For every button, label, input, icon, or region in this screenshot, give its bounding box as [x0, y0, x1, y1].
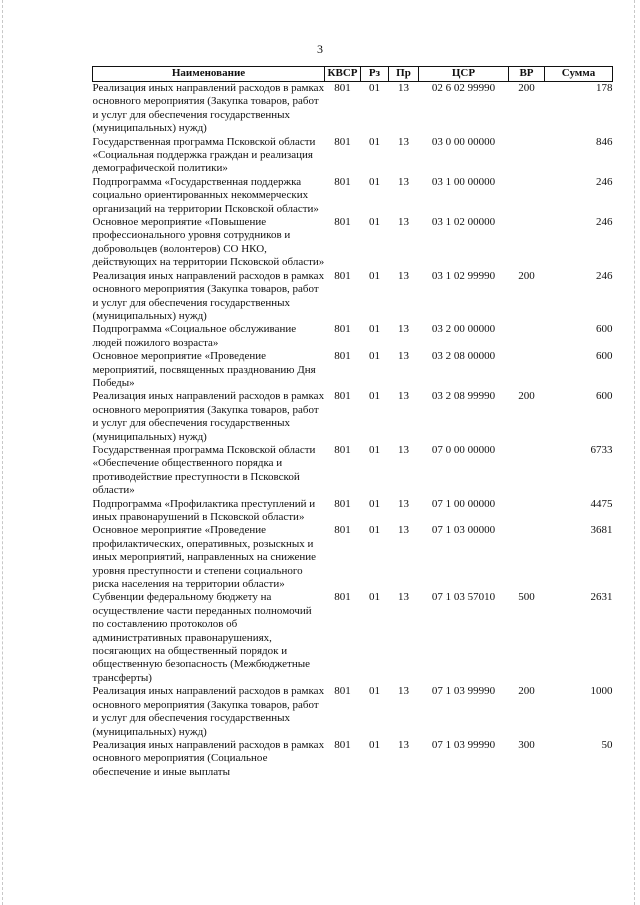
row-vr: 500: [518, 591, 535, 604]
row-sum: 6733: [590, 443, 613, 456]
row-vr: 200: [518, 390, 535, 403]
row-sum: 600: [596, 323, 613, 336]
row-kvsr: 801: [334, 216, 351, 229]
row-name: Государственная программа Псковской области «Социальная поддержка граждан и реализация демографической политики»: [92, 135, 316, 175]
row-sum: 246: [596, 269, 613, 282]
row-rz: 01: [369, 685, 380, 698]
row-kvsr: 801: [334, 443, 351, 456]
header-pr: Пр: [389, 67, 419, 82]
row-rz: 01: [369, 269, 380, 282]
table-row: [93, 350, 613, 390]
row-name: Подпрограмма «Профилактика преступлений и иных правонарушений в Псковской области»: [92, 497, 316, 523]
row-csr: 07 1 03 00000: [431, 524, 496, 537]
row-csr: 03 0 00 00000: [431, 135, 496, 148]
row-pr: 13: [398, 497, 409, 510]
row-rz: 01: [369, 443, 380, 456]
row-sum: 246: [596, 175, 613, 188]
row-vr: [509, 216, 545, 270]
row-name: Реализация иных направлений расходов в рамках основного мероприятия (Социальное обеспечение и иные выплаты: [92, 738, 325, 778]
row-vr: 200: [518, 82, 535, 94]
row-rz: 01: [369, 82, 380, 94]
row-csr: 02 6 02 99990: [431, 82, 496, 94]
row-kvsr: 801: [334, 738, 351, 751]
row-sum: 246: [596, 216, 613, 229]
row-kvsr: 801: [334, 497, 351, 510]
header-sum: Сумма: [545, 67, 613, 82]
row-sum: 178: [596, 82, 613, 94]
row-pr: 13: [398, 135, 409, 148]
row-rz: 01: [369, 350, 380, 363]
row-rz: 01: [369, 323, 380, 336]
row-rz: 01: [369, 175, 380, 188]
row-vr: 300: [518, 738, 535, 751]
row-kvsr: 801: [334, 350, 351, 363]
row-pr: 13: [398, 591, 409, 604]
page-number: 3: [317, 42, 323, 56]
table-row: [93, 498, 613, 525]
row-csr: 07 1 00 00000: [431, 497, 496, 510]
row-rz: 01: [369, 390, 380, 403]
row-vr: [509, 350, 545, 390]
row-pr: 13: [398, 323, 409, 336]
table-row: [93, 591, 613, 685]
header-kvsr: КВСР: [325, 67, 361, 82]
row-csr: 03 2 08 99990: [431, 390, 496, 403]
header-name: Наименование: [93, 67, 325, 82]
row-pr: 13: [398, 524, 409, 537]
row-pr: 13: [398, 443, 409, 456]
row-kvsr: 801: [334, 175, 351, 188]
row-rz: 01: [369, 135, 380, 148]
row-name: Субвенции федеральному бюджету на осуществление части переданных полномочий по составлению протоколов об административных правонарушениях, посягающих на общественный порядок и общественную безопасность (Межбюджетные трансферты): [92, 591, 312, 684]
row-name: Основное мероприятие «Повышение профессионального уровня сотрудников и добровольцев (волонтеров) СО НКО, действующих на территории Псковской области»: [92, 216, 325, 269]
row-name: Реализация иных направлений расходов в рамках основного мероприятия (Закупка товаров, работ и услуг для обеспечения государственных (муниципальных) нужд): [92, 685, 325, 738]
row-csr: 03 1 02 99990: [431, 269, 496, 282]
row-name: Подпрограмма «Государственная поддержка социально ориентированных некоммерческих организаций на территории Псковской области»: [92, 175, 319, 215]
row-pr: 13: [398, 269, 409, 282]
table-row: [93, 82, 613, 136]
row-name: Государственная программа Псковской области «Обеспечение общественного порядка и противодействие преступности в Псковской области»: [92, 443, 316, 497]
row-sum: 600: [596, 350, 613, 363]
row-kvsr: 801: [334, 591, 351, 604]
row-vr: [509, 323, 545, 350]
left-scan-edge: [2, 0, 4, 905]
table-header-row: [93, 67, 613, 82]
row-sum: 4475: [590, 497, 613, 510]
row-name: Подпрограмма «Социальное обслуживание людей пожилого возраста»: [92, 323, 297, 349]
row-name: Реализация иных направлений расходов в рамках основного мероприятия (Закупка товаров, работ и услуг для обеспечения государственных (муниципальных) нужд): [92, 269, 325, 322]
row-kvsr: 801: [334, 82, 351, 94]
row-csr: 03 2 00 00000: [431, 323, 496, 336]
row-vr: 200: [518, 269, 535, 282]
row-vr: 200: [518, 685, 535, 698]
row-csr: 03 1 00 00000: [431, 175, 496, 188]
table-row: [93, 524, 613, 591]
row-sum: 3681: [590, 524, 613, 537]
table-row: [93, 390, 613, 444]
row-kvsr: 801: [334, 685, 351, 698]
row-kvsr: 801: [334, 524, 351, 537]
row-name: Основное мероприятие «Проведение профилактических, оперативных, розыскных и иных мероприятий, направленных на снижение уровня преступности и степени социального риска населения на территории области»: [92, 524, 317, 591]
row-kvsr: 801: [334, 323, 351, 336]
row-rz: 01: [369, 591, 380, 604]
row-name: Основное мероприятие «Проведение мероприятий, посвященных празднованию Дня Победы»: [92, 350, 316, 389]
budget-table: [92, 66, 613, 779]
row-kvsr: 801: [334, 269, 351, 282]
header-rz: Рз: [361, 67, 389, 82]
row-sum: 846: [596, 135, 613, 148]
row-pr: 13: [398, 390, 409, 403]
row-sum: 600: [596, 390, 613, 403]
table-row: [93, 685, 613, 739]
row-pr: 13: [398, 738, 409, 751]
row-rz: 01: [369, 497, 380, 510]
row-kvsr: 801: [334, 135, 351, 148]
table-row: [93, 136, 613, 176]
table-row: [93, 739, 613, 779]
row-vr: [509, 524, 545, 591]
table-row: [93, 444, 613, 498]
row-csr: 07 1 03 99990: [431, 685, 496, 698]
table-row: [93, 270, 613, 324]
row-sum: 50: [601, 738, 613, 751]
row-rz: 01: [369, 524, 380, 537]
row-csr: 07 0 00 00000: [431, 443, 496, 456]
row-pr: 13: [398, 685, 409, 698]
row-pr: 13: [398, 175, 409, 188]
row-csr: 03 1 02 00000: [431, 216, 496, 229]
table-body: [93, 82, 613, 780]
row-pr: 13: [398, 350, 409, 363]
row-rz: 01: [369, 738, 380, 751]
table-row: [93, 323, 613, 350]
right-scan-edge: [634, 0, 636, 905]
table-row: [93, 216, 613, 270]
row-sum: 1000: [590, 685, 613, 698]
header-vr: ВР: [509, 67, 545, 82]
row-rz: 01: [369, 216, 380, 229]
row-pr: 13: [398, 216, 409, 229]
row-kvsr: 801: [334, 390, 351, 403]
row-sum: 2631: [590, 591, 613, 604]
row-name: Реализация иных направлений расходов в рамках основного мероприятия (Закупка товаров, работ и услуг для обеспечения государственных (муниципальных) нужд): [92, 82, 325, 135]
row-name: Реализация иных направлений расходов в рамках основного мероприятия (Закупка товаров, работ и услуг для обеспечения государственных (муниципальных) нужд): [92, 390, 325, 443]
row-csr: 03 2 08 00000: [431, 350, 496, 363]
row-csr: 07 1 03 57010: [431, 591, 496, 604]
row-vr: [509, 444, 545, 498]
row-vr: [509, 176, 545, 216]
row-vr: [509, 498, 545, 525]
row-csr: 07 1 03 99990: [431, 738, 496, 751]
row-pr: 13: [398, 82, 409, 94]
table-row: [93, 176, 613, 216]
row-vr: [509, 136, 545, 176]
header-csr: ЦСР: [419, 67, 509, 82]
